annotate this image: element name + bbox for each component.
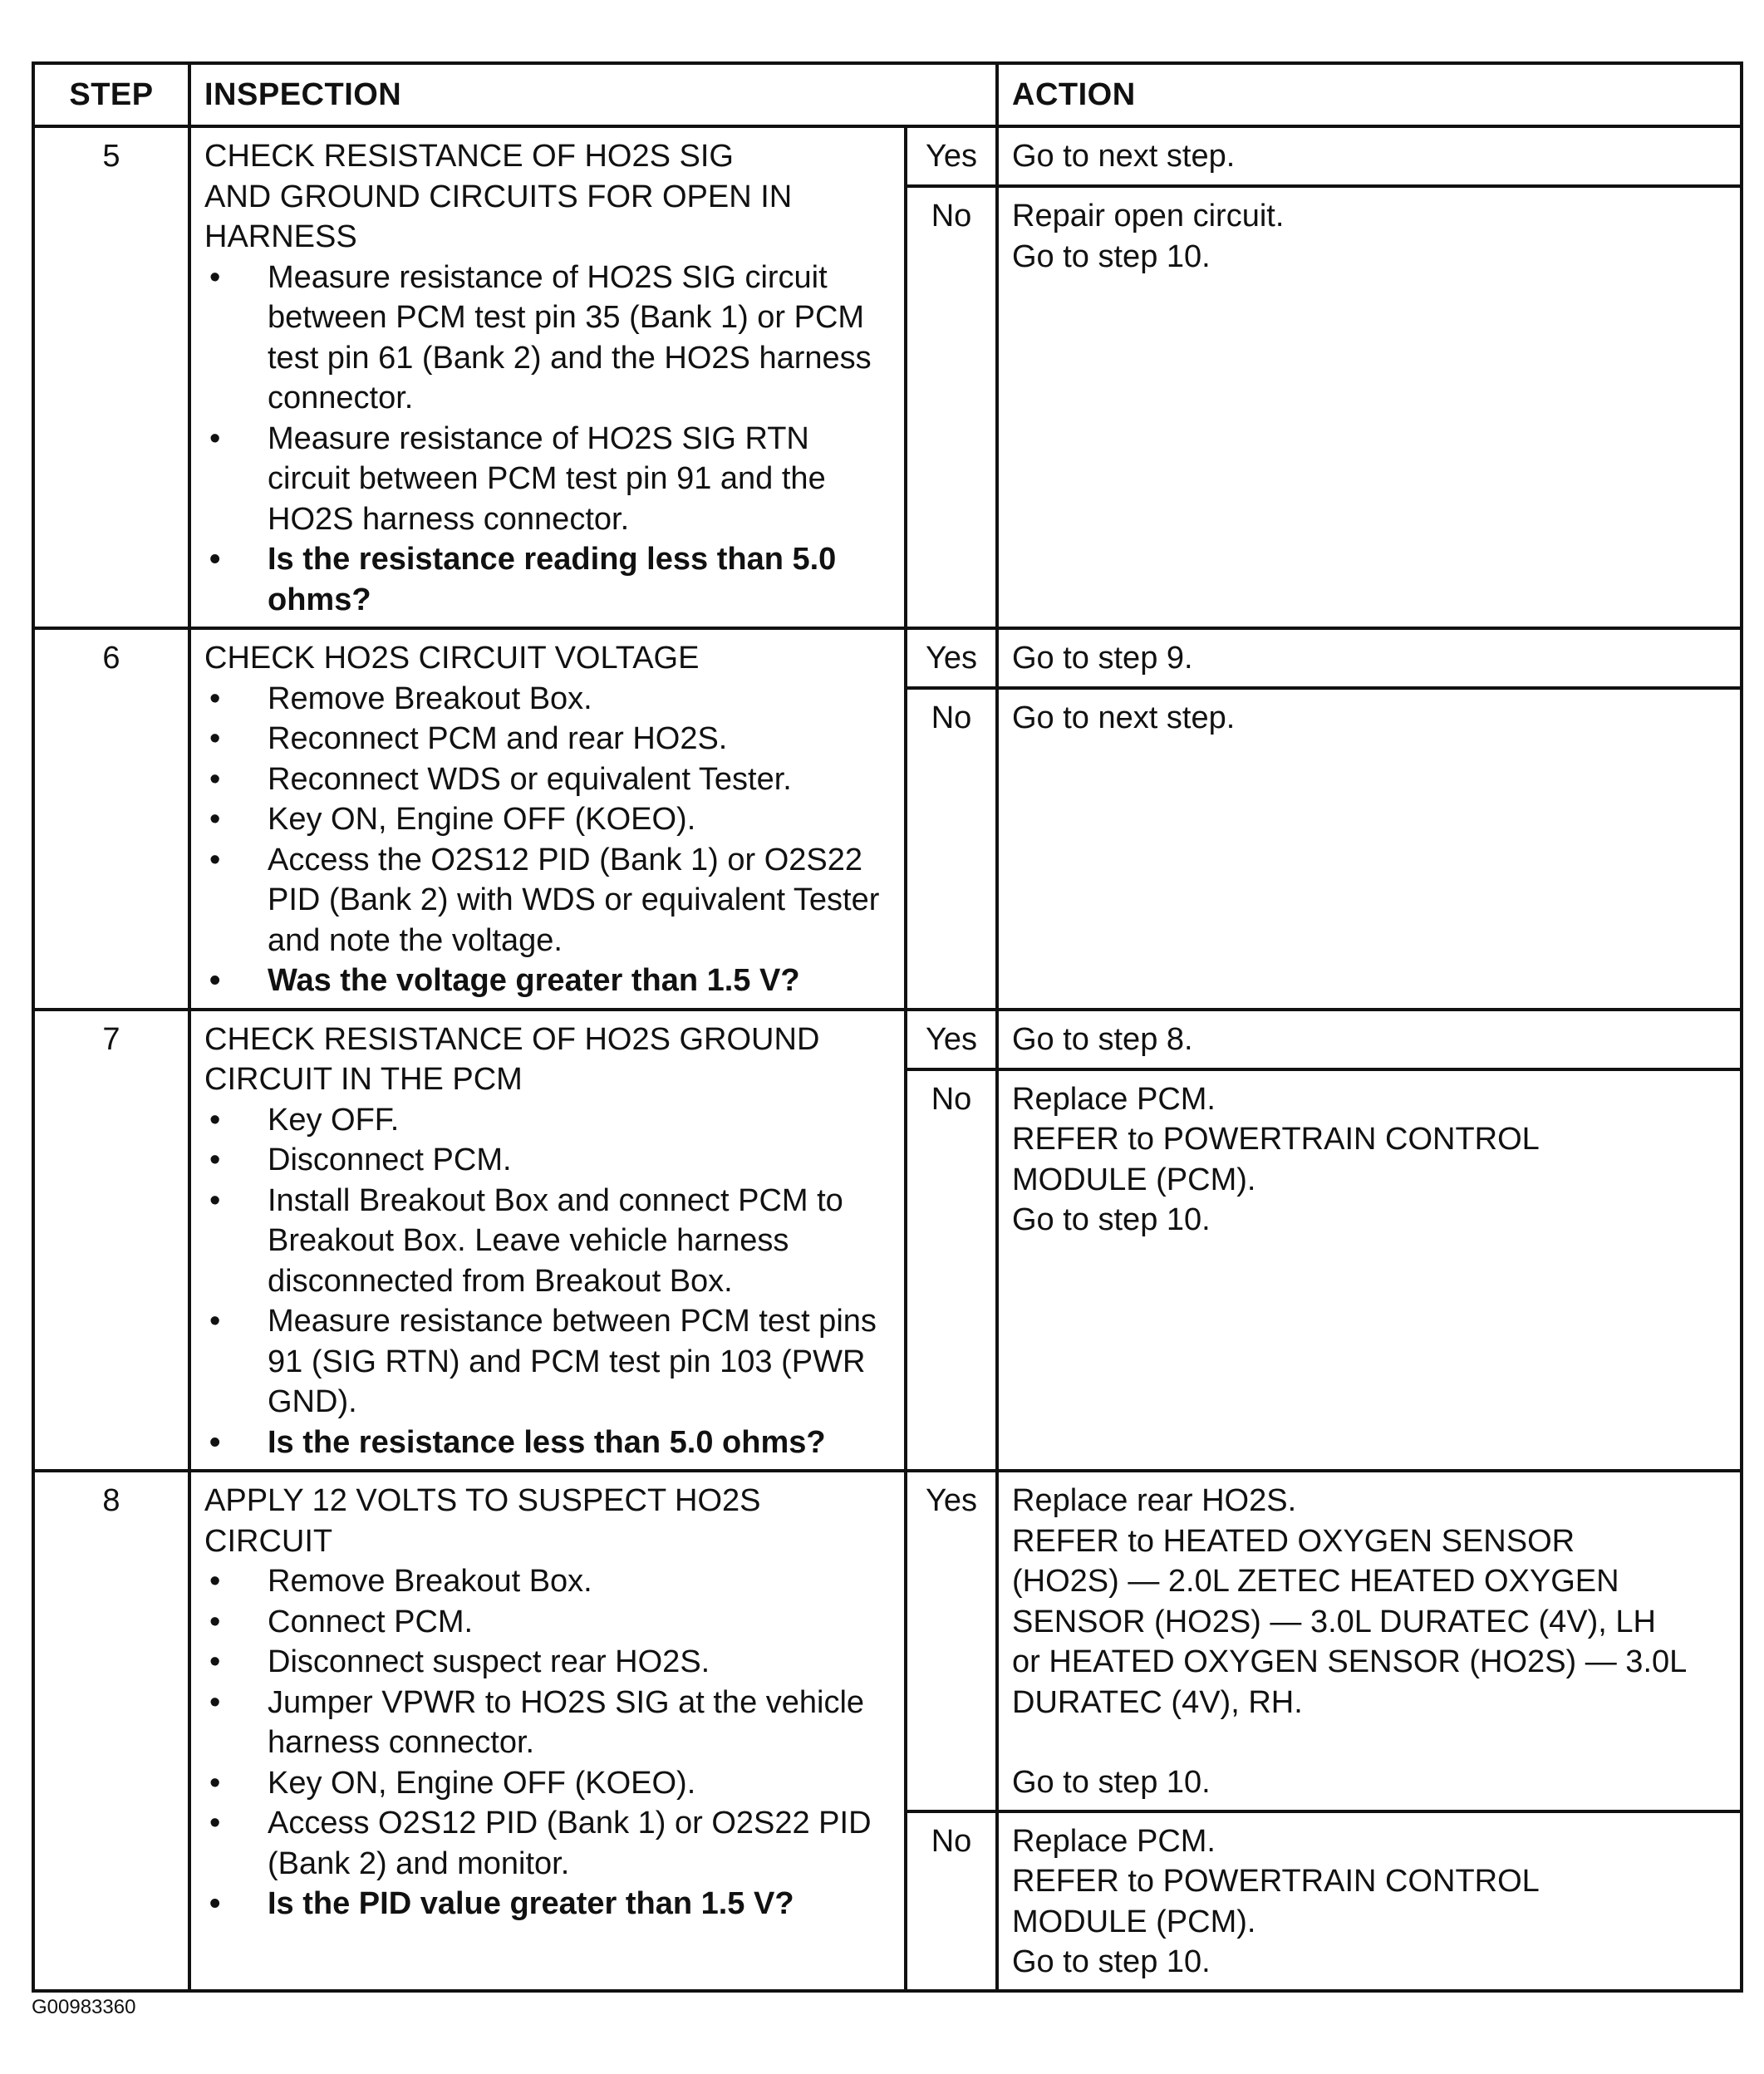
inspection-bullets [204,258,894,621]
answer-no: No [906,1811,997,1991]
action-yes-goto: Go to step 10. [1012,1765,1211,1800]
inspection-title: CHECK HO2S CIRCUIT VOLTAGE [204,641,700,676]
bullet-item: • Reconnect PCM and rear HO2S. [204,719,894,759]
action-no [997,1069,1742,1472]
inspection-question: • Is the resistance reading less than 5.0 ohms? [204,539,894,620]
bullet-item: • Measure resistance of HO2S SIG RTN circuit between PCM test pin 91 and the HO2S harness connector. [204,419,894,540]
answer-yes: Yes [906,126,997,186]
action-yes-text: Replace rear HO2S. REFER to HEATED OXYGEN SENSOR (HO2S) — 2.0L ZETEC HEATED OXYGEN SENSOR (HO2S) — 3.0L DURATEC (4V), LH or HEATED OXYGEN SENSOR (HO2S) — 3.0L DURATEC (4V), RH. [1012,1483,1688,1720]
bullet-item: • Key OFF. [204,1100,894,1141]
inspection-question: • Is the resistance less than 5.0 ohms? [204,1423,894,1463]
bullet-item: • Access the O2S12 PID (Bank 1) or O2S22 PID (Bank 2) with WDS or equivalent Tester and note the voltage. [204,840,894,961]
inspection-question: • Was the voltage greater than 1.5 V? [204,961,894,1001]
step-row-yes [33,126,1742,186]
inspection-title: CHECK RESISTANCE OF HO2S SIG AND GROUND CIRCUITS FOR OPEN IN HARNESS [204,139,793,254]
action-no [997,1811,1742,1991]
answer-yes: Yes [906,1471,997,1811]
action-yes [997,1471,1742,1811]
bullet-item: • Remove Breakout Box. [204,1561,894,1602]
answer-no: No [906,688,997,1010]
figure-id: G00983360 [32,1996,136,2018]
header-row [33,63,1742,126]
inspection-cell [189,628,906,1010]
inspection-bullets [204,679,894,1001]
bullet-item: • Access O2S12 PID (Bank 1) or O2S22 PID (Bank 2) and monitor. [204,1803,894,1884]
step-row-yes [33,1471,1742,1811]
bullet-item: • Remove Breakout Box. [204,679,894,720]
bullet-item: • Disconnect suspect rear HO2S. [204,1642,894,1683]
step-number: 6 [33,628,189,1010]
step-row-yes [33,628,1742,688]
inspection-cell [189,1010,906,1472]
inspection-cell [189,1471,906,1991]
action-yes [997,126,1742,186]
bullet-item: • Disconnect PCM. [204,1140,894,1181]
header-action: ACTION [997,63,1742,126]
action-no-text: Go to next step. [1012,700,1236,735]
bullet-item: • Measure resistance between PCM test pins 91 (SIG RTN) and PCM test pin 103 (PWR GND). [204,1301,894,1423]
answer-yes: Yes [906,628,997,688]
action-no-text: Replace PCM. REFER to POWERTRAIN CONTROL MODULE (PCM). Go to step 10. [1012,1081,1540,1237]
step-row-yes [33,1010,1742,1069]
inspection-bullets [204,1100,894,1463]
action-yes [997,1010,1742,1069]
bullet-item: • Install Breakout Box and connect PCM to Breakout Box. Leave vehicle harness disconnected from Breakout Box. [204,1181,894,1302]
inspection-question: • Is the PID value greater than 1.5 V? [204,1884,894,1924]
action-yes-text: Go to next step. [1012,139,1236,174]
action-no-text: Replace PCM. REFER to POWERTRAIN CONTROL MODULE (PCM). Go to step 10. [1012,1823,1540,1979]
inspection-bullets [204,1561,894,1924]
action-no [997,688,1742,1010]
inspection-title: APPLY 12 VOLTS TO SUSPECT HO2S CIRCUIT [204,1483,761,1559]
answer-no: No [906,1069,997,1472]
action-yes [997,628,1742,688]
bullet-item: • Measure resistance of HO2S SIG circuit between PCM test pin 35 (Bank 1) or PCM test pin 61 (Bank 2) and the HO2S harness connector. [204,258,894,419]
diagnostic-table [32,61,1743,1993]
bullet-item: • Key ON, Engine OFF (KOEO). [204,1763,894,1804]
inspection-cell [189,126,906,628]
bullet-item: • Connect PCM. [204,1602,894,1643]
action-yes-text: Go to step 9. [1012,641,1193,676]
action-no-text: Repair open circuit. Go to step 10. [1012,199,1285,274]
bullet-item: • Reconnect WDS or equivalent Tester. [204,759,894,800]
answer-no: No [906,186,997,628]
inspection-title: CHECK RESISTANCE OF HO2S GROUND CIRCUIT IN THE PCM [204,1021,820,1097]
action-no [997,186,1742,628]
answer-yes: Yes [906,1010,997,1069]
step-number: 8 [33,1471,189,1991]
bullet-item: • Jumper VPWR to HO2S SIG at the vehicle harness connector. [204,1683,894,1763]
step-number: 5 [33,126,189,628]
step-number: 7 [33,1010,189,1472]
header-inspection: INSPECTION [189,63,997,126]
header-step: STEP [33,63,189,126]
action-yes-text: Go to step 8. [1012,1021,1193,1057]
bullet-item: • Key ON, Engine OFF (KOEO). [204,799,894,840]
